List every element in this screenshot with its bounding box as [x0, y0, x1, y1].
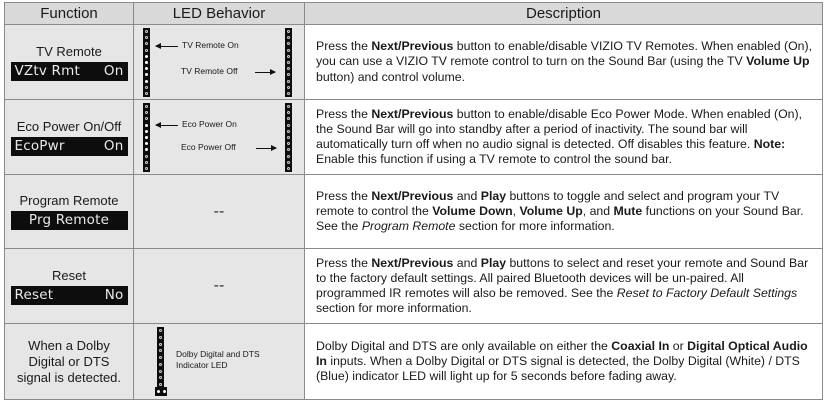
bold-term: Play [480, 188, 507, 203]
led-cell [134, 100, 305, 175]
arrow-right-icon [256, 148, 276, 149]
function-name: Reset [52, 267, 86, 283]
led-dot [287, 142, 290, 145]
led-strip [157, 327, 164, 388]
led-dot [145, 161, 148, 164]
led-dot [159, 370, 162, 373]
led-dot [287, 36, 290, 39]
function-name: Eco Power On/Off [16, 118, 122, 134]
led-dot [145, 73, 148, 76]
led-dot [145, 111, 148, 114]
led-off-label: TV Remote Off [181, 66, 238, 76]
function-cell [5, 324, 134, 400]
led-strip-on [143, 103, 150, 172]
functions-table [4, 2, 823, 400]
led-dot [287, 42, 290, 45]
led-dot [145, 49, 148, 52]
bold-term: Next/Previous [371, 39, 454, 54]
bold-term: Play [480, 255, 507, 270]
led-dot [145, 124, 148, 127]
led-dot [145, 92, 148, 95]
led-dot [287, 130, 290, 133]
led-dot [145, 155, 148, 158]
led-dot [287, 86, 290, 89]
bold-term: Volume Up [519, 203, 583, 218]
led-dot [145, 30, 148, 33]
led-dot [145, 142, 148, 145]
lcd-setting: Reset [14, 286, 54, 303]
dts-indicator-led-icon [163, 390, 166, 393]
description-cell: Press the Next/Previous button to enable/disable Eco Power Mode. When enabled (On), the Sound Bar will go into standby after a period of inactivity. The sound bar will automatically turn off when no audio signal is detected. Off disables this feature. Note: Enable this function if using a TV remote to control the sound bar. [305, 100, 823, 175]
led-strip-on [143, 28, 150, 97]
lcd-display [11, 62, 128, 81]
led-dot [159, 376, 162, 379]
bold-term: Next/Previous [371, 106, 454, 121]
lcd-display [11, 286, 128, 305]
led-dot [287, 117, 290, 120]
lcd-display [11, 137, 128, 156]
led-dot [145, 130, 148, 133]
led-dot [287, 30, 290, 33]
led-dot [159, 349, 162, 352]
led-cell: -- [134, 175, 305, 249]
table-row [5, 175, 823, 249]
led-dot [287, 161, 290, 164]
table-row [5, 25, 823, 100]
lcd-setting: VZtv Rmt [14, 62, 80, 79]
function-name: Program Remote [19, 193, 119, 208]
lcd-value: No [104, 286, 124, 303]
led-dot [145, 55, 148, 58]
led-strip-off [285, 103, 292, 172]
indicator-led-label: Dolby Digital and DTS Indicator LED [176, 349, 260, 370]
description-cell: Press the Next/Previous and Play buttons to select and reset your remote and Sound Bar to the factory default settings. All paired Bluetooth devices will be un-paired. All programmed IR remotes will also be removed. See the Reset to Factory Default Settings section for more information. [305, 249, 823, 324]
led-dot [159, 383, 162, 386]
header-function: Function [5, 3, 134, 25]
header-led-behavior: LED Behavior [134, 3, 305, 25]
bold-term: Digital Optical Audio In [316, 338, 808, 368]
header-row [5, 3, 823, 25]
led-dot [287, 167, 290, 170]
led-dot [145, 86, 148, 89]
led-dot [145, 67, 148, 70]
led-cell: -- [134, 249, 305, 324]
bold-term: Coaxial In [611, 338, 670, 353]
bold-term: Mute [613, 203, 643, 218]
led-on-label: TV Remote On [182, 40, 239, 50]
function-name: When a Dolby Digital or DTS signal is detected. [16, 337, 122, 385]
function-cell [5, 249, 134, 324]
bold-term: Note: [753, 137, 786, 151]
led-dot [159, 329, 162, 332]
lcd-setting: EcoPwr [14, 137, 65, 154]
table-row [5, 249, 823, 324]
lcd-value: On [103, 137, 124, 154]
function-name: TV Remote [36, 43, 102, 59]
arrow-left-icon [156, 125, 178, 126]
led-cell [134, 25, 305, 100]
led-dot [287, 80, 290, 83]
description-cell: Press the Next/Previous and Play buttons to toggle and select and program your TV remote to control the Volume Down, Volume Up, and Mute functions on your Sound Bar. See the Program Remote section for more information. [305, 175, 823, 249]
led-dot [287, 124, 290, 127]
led-off-label: Eco Power Off [181, 142, 236, 152]
led-cell [134, 324, 305, 400]
arrow-left-icon [156, 46, 178, 47]
led-dot [145, 105, 148, 108]
led-dot [287, 49, 290, 52]
led-dot [287, 136, 290, 139]
led-dot [287, 67, 290, 70]
led-dot [145, 167, 148, 170]
arrow-right-icon [255, 72, 275, 73]
led-dot [287, 111, 290, 114]
function-cell [5, 100, 134, 175]
led-strip-off [285, 28, 292, 97]
table-row [5, 100, 823, 175]
lcd-value: On [103, 62, 124, 79]
dolby-indicator-led-icon [157, 390, 160, 393]
led-dot [159, 356, 162, 359]
description-cell: Dolby Digital and DTS are only available on either the Coaxial In or Digital Optical Audio In inputs. When a Dolby Digital or DTS signal is detected, the Dolby Digital (White) / DTS (Blue) indicator LED will light up for 5 seconds before fading away. [305, 324, 823, 400]
led-dot [287, 61, 290, 64]
led-dot [287, 73, 290, 76]
section-reference: Reset to Factory Default Settings [616, 286, 798, 300]
header-description: Description [305, 3, 823, 25]
bold-term: Next/Previous [371, 188, 454, 203]
bold-term: Next/Previous [371, 255, 454, 270]
led-dot [159, 363, 162, 366]
led-dot [145, 61, 148, 64]
indicator-led-pair [155, 387, 167, 396]
table-row [5, 324, 823, 400]
function-cell [5, 25, 134, 100]
bold-term: Volume Up [746, 54, 810, 69]
function-cell [5, 175, 134, 249]
led-dot [145, 42, 148, 45]
led-dot [145, 136, 148, 139]
section-reference: Program Remote [361, 219, 456, 234]
led-dot [145, 36, 148, 39]
led-dot [159, 336, 162, 339]
led-dot [287, 155, 290, 158]
led-dot [159, 343, 162, 346]
lcd-display: Prg Remote [11, 211, 128, 230]
led-dot [287, 105, 290, 108]
led-on-label: Eco Power On [182, 119, 237, 129]
led-dot [145, 148, 148, 151]
led-dot [287, 148, 290, 151]
description-cell: Press the Next/Previous button to enable/disable VIZIO TV Remotes. When enabled (On), you can use a VIZIO TV remote control to turn on the Sound Bar (using the TV Volume Up button) and control volume. [305, 25, 823, 100]
led-dot [287, 92, 290, 95]
led-dot [145, 117, 148, 120]
bold-term: Volume Down [432, 203, 513, 218]
led-dot [287, 55, 290, 58]
led-dot [145, 80, 148, 83]
